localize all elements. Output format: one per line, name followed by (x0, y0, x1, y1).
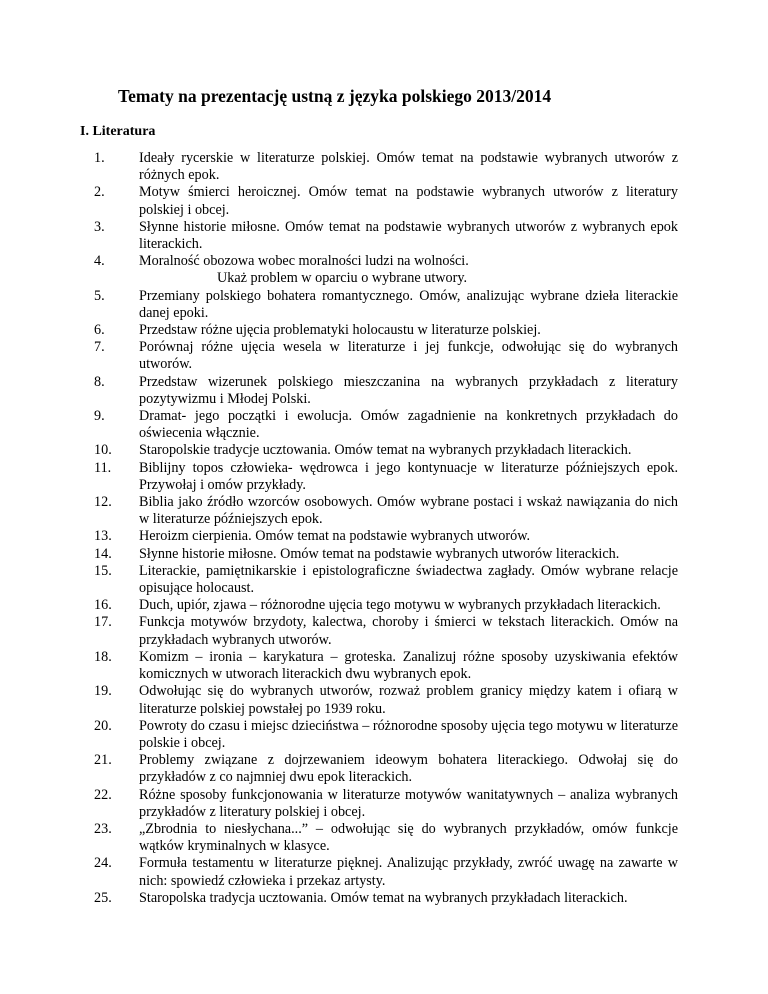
topic-item (94, 322, 678, 339)
topic-item (94, 889, 678, 907)
topic-item (94, 717, 678, 752)
topic-item (94, 150, 678, 184)
topic-text: Staropolska tradycja ucztowania. Omów temat na wybranych przykładach literackich. (139, 889, 628, 906)
topic-text: Komizm – ironia – karykatura – groteska. Zanalizuj różne sposoby uzyskiwania efektów komicznych w utworach literackich dwu wybranych epok. (139, 648, 678, 683)
topic-item (94, 820, 678, 855)
topic-number: 7. (94, 339, 105, 356)
topic-item (94, 494, 678, 528)
topic-list (94, 150, 678, 907)
topic-text: Staropolskie tradycje ucztowania. Omów temat na wybranych przykładach literackich. (139, 442, 632, 459)
topic-number: 4. (94, 253, 105, 270)
topic-number: 25. (94, 889, 112, 906)
topic-number: 8. (94, 373, 105, 390)
topic-item (94, 683, 678, 717)
topic-item (94, 597, 678, 614)
topic-number: 3. (94, 218, 105, 235)
topic-text: Ideały rycerskie w literaturze polskiej. Omów temat na podstawie wybranych utworów z różnych epok. (139, 150, 678, 184)
topic-item (94, 373, 678, 408)
topic-number: 16. (94, 597, 112, 614)
topic-number: 2. (94, 184, 105, 201)
topic-text: Biblia jako źródło wzorców osobowych. Omów wybrane postaci i wskaż nawiązania do nich w literaturze późniejszych epok. (139, 494, 678, 528)
topic-text: Odwołując się do wybranych utworów, rozważ problem granicy między katem i ofiarą w literaturze polskiej powstałej po 1939 roku. (139, 683, 678, 717)
topic-number: 21. (94, 752, 112, 769)
topic-item (94, 184, 678, 218)
topic-number: 18. (94, 648, 112, 665)
topic-item (94, 287, 678, 322)
topic-item (94, 562, 678, 597)
topic-text: Heroizm cierpienia. Omów temat na podstawie wybranych utworów. (139, 528, 531, 545)
topic-number: 23. (94, 820, 112, 837)
topic-text: Biblijny topos człowieka- wędrowca i jego kontynuacje w literaturze późniejszych epok. Przywołaj i omów przykłady. (139, 459, 678, 493)
topic-item (94, 408, 678, 442)
topic-item (94, 752, 678, 786)
topic-text: „Zbrodnia to niesłychana...” – odwołując się do wybranych przykładów, omów funkcje wątków kryminalnych w klasyce. (139, 820, 678, 855)
topic-text: Porównaj różne ujęcia wesela w literaturze i jej funkcje, odwołując się do wybranych utworów. (139, 339, 678, 373)
topic-item (94, 648, 678, 683)
topic-text: Słynne historie miłosne. Omów temat na podstawie wybranych utworów z wybranych epok literackich. (139, 218, 678, 253)
topic-text: Formuła testamentu w literaturze pięknej. Analizując przykłady, zwróć uwagę na zawarte w nich: spowiedź człowieka i przekaz artysty. (139, 855, 678, 889)
topic-number: 11. (94, 459, 112, 476)
topic-text: Dramat- jego początki i ewolucja. Omów zagadnienie na konkretnych przykładach do oświecenia włącznie. (139, 408, 678, 442)
topic-item (94, 786, 678, 821)
topic-text: Moralność obozowa wobec moralności ludzi na wolności. (139, 253, 469, 270)
topic-item (94, 339, 678, 373)
topic-text: Przemiany polskiego bohatera romantycznego. Omów, analizując wybrane dzieła literackie danej epoki. (139, 287, 678, 321)
topic-text: Różne sposoby funkcjonowania w literaturze motywów wanitatywnych – analiza wybranych przykładów z literatury polskiej i obcej. (139, 786, 678, 820)
topic-item (94, 459, 678, 494)
section-heading: I. Literatura (80, 124, 156, 139)
topic-item (94, 442, 678, 459)
topic-text: Powroty do czasu i miejsc dzieciństwa – różnorodne sposoby ujęcia tego motywu w literaturze polskie i obcej. (139, 717, 678, 751)
topic-number: 22. (94, 786, 112, 803)
topic-text: Literackie, pamiętnikarskie i epistolograficzne świadectwa zagłady. Omów wybrane relacje opisujące holocaust. (139, 562, 678, 597)
topic-number: 5. (94, 287, 105, 304)
topic-text-continuation: Ukaż problem w oparciu o wybrane utwory. (217, 270, 468, 287)
topic-number: 6. (94, 322, 105, 339)
topic-number: 14. (94, 545, 112, 562)
topic-number: 13. (94, 528, 112, 545)
topic-number: 19. (94, 683, 112, 700)
topic-number: 10. (94, 442, 112, 459)
topic-text: Funkcja motywów brzydoty, kalectwa, choroby i śmierci w tekstach literackich. Omów na przykładach wybranych utworów. (139, 614, 678, 648)
topic-number: 9. (94, 408, 105, 425)
topic-text: Przedstaw wizerunek polskiego mieszczanina na wybranych przykładach z literatury pozytywizmu i Młodej Polski. (139, 373, 678, 407)
topic-number: 20. (94, 717, 112, 734)
topic-item (94, 614, 678, 648)
topic-text: Słynne historie miłosne. Omów temat na podstawie wybranych utworów literackich. (139, 545, 620, 562)
topic-text: Duch, upiór, zjawa – różnorodne ujęcia tego motywu w wybranych przykładach literackich. (139, 597, 661, 614)
topic-item (94, 253, 678, 287)
topic-number: 17. (94, 614, 112, 631)
topic-number: 15. (94, 562, 112, 579)
topic-text: Motyw śmierci heroicznej. Omów temat na podstawie wybranych utworów z literatury polskiej i obcej. (139, 184, 678, 218)
topic-item (94, 855, 678, 889)
topic-item (94, 528, 678, 545)
topic-item (94, 545, 678, 563)
topic-text: Przedstaw różne ujęcia problematyki holocaustu w literaturze polskiej. (139, 322, 541, 339)
topic-number: 24. (94, 855, 112, 872)
topic-number: 1. (94, 150, 105, 166)
topic-item (94, 218, 678, 253)
page-title: Tematy na prezentację ustną z języka polskiego 2013/2014 (118, 86, 552, 106)
topic-text: Problemy związane z dojrzewaniem ideowym bohatera literackiego. Odwołaj się do przykładów z co najmniej dwu epok literackich. (139, 752, 678, 786)
topic-number: 12. (94, 494, 112, 511)
